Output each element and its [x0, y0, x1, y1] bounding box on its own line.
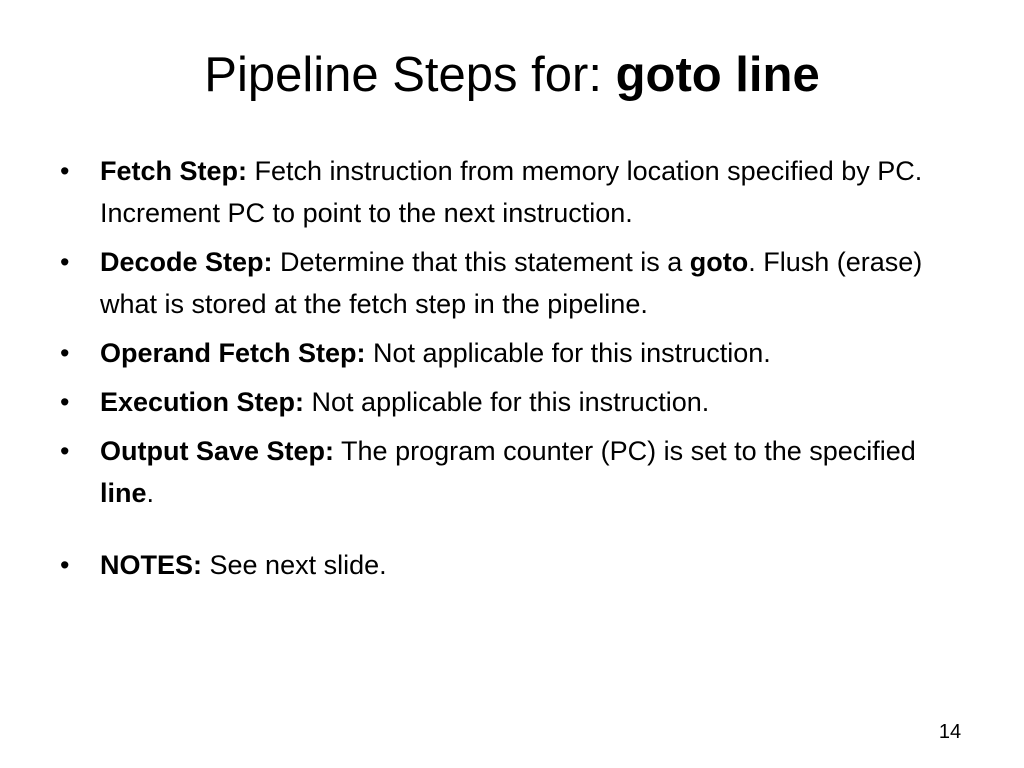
bullet-text: Not applicable for this instruction. — [365, 338, 771, 368]
page-number: 14 — [938, 721, 962, 743]
bullet-marker: • — [60, 550, 70, 580]
bullet-marker: • — [60, 156, 70, 186]
bullet-execution-step — [58, 381, 958, 423]
bullet-text: Not applicable for this instruction. — [304, 387, 710, 417]
slide-title — [0, 40, 1024, 110]
bullet-text-after: . — [146, 478, 155, 508]
bullet-decode-step — [58, 241, 958, 325]
bullet-bold-word: line — [100, 478, 147, 508]
bullet-label: Execution Step: — [100, 387, 305, 417]
bullet-label: Decode Step: — [100, 247, 273, 277]
bullet-text: See next slide. — [202, 550, 387, 580]
bullet-marker: • — [60, 387, 70, 417]
slide-title-bold: goto line — [615, 48, 820, 102]
bullet-output-save-step — [58, 430, 958, 514]
bullet-marker: • — [60, 247, 70, 277]
bullet-label: Operand Fetch Step: — [100, 338, 366, 368]
bullet-list — [58, 150, 958, 593]
bullet-fetch-step — [58, 150, 958, 234]
bullet-operand-fetch-step — [58, 332, 958, 374]
bullet-label: Fetch Step: — [100, 156, 248, 186]
slide-title-plain: Pipeline Steps for: — [204, 48, 616, 102]
bullet-text-after: . Flush (erase) what is stored at the fetch step in the pipeline. — [100, 247, 923, 319]
bullet-text: Determine that this statement is a — [272, 247, 690, 277]
bullet-label: NOTES: — [100, 550, 203, 580]
bullet-label: Output Save Step: — [100, 436, 335, 466]
bullet-text: The program counter (PC) is set to the specified — [334, 436, 916, 466]
bullet-notes — [58, 544, 958, 586]
bullet-marker: • — [60, 436, 70, 466]
bullet-text: Fetch instruction from memory location specified by PC. Increment PC to point to the next instruction. — [100, 156, 923, 228]
bullet-bold-word: goto — [689, 247, 749, 277]
bullet-marker: • — [60, 338, 70, 368]
